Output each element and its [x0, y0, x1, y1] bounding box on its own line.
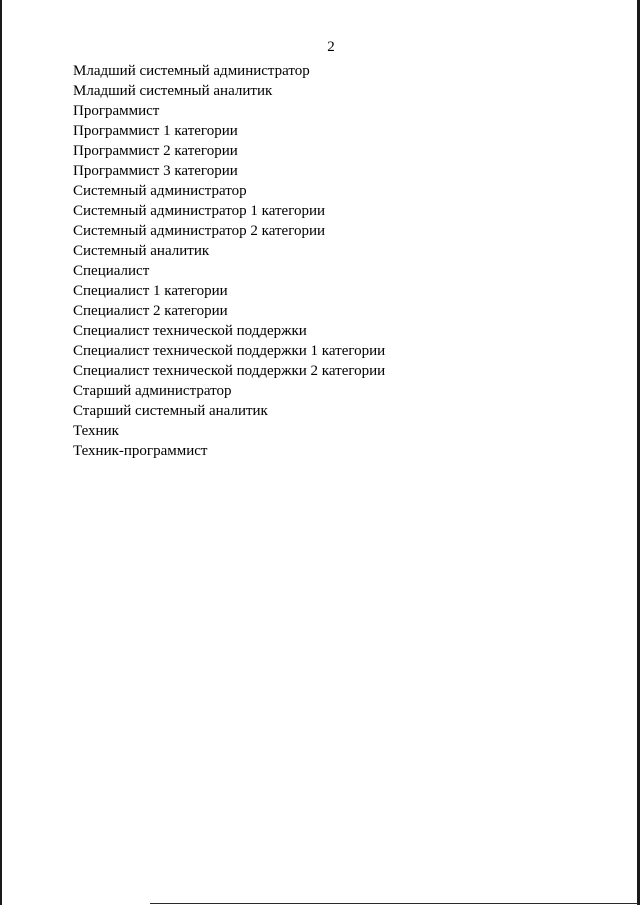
list-item: Программист [73, 103, 160, 119]
list-item: Специалист 1 категории [73, 283, 228, 299]
list-item: Техник [73, 423, 119, 439]
list-item: Специалист технической поддержки 1 категории [73, 343, 386, 359]
list-item: Системный администратор [73, 183, 247, 199]
list-item: Младший системный администратор [73, 63, 310, 79]
list-item: Специалист технической поддержки [73, 323, 307, 339]
scan-edge-bottom [150, 903, 638, 904]
list-item: Программист 2 категории [73, 143, 238, 159]
list-item: Системный администратор 2 категории [73, 223, 326, 239]
list-item: Специалист [73, 263, 150, 279]
list-item: Младший системный аналитик [73, 83, 273, 99]
list-item: Старший администратор [73, 383, 232, 399]
page-number: 2 [327, 39, 335, 55]
list-item: Специалист технической поддержки 2 категории [73, 363, 386, 379]
list-item: Специалист 2 категории [73, 303, 228, 319]
list-item: Техник-программист [73, 443, 208, 459]
list-item: Программист 1 категории [73, 123, 238, 139]
job-title-list [73, 61, 385, 461]
list-item: Системный аналитик [73, 243, 210, 259]
list-item: Программист 3 категории [73, 163, 238, 179]
scan-edge-left [0, 0, 2, 905]
list-item: Старший системный аналитик [73, 403, 268, 419]
list-item: Системный администратор 1 категории [73, 203, 326, 219]
